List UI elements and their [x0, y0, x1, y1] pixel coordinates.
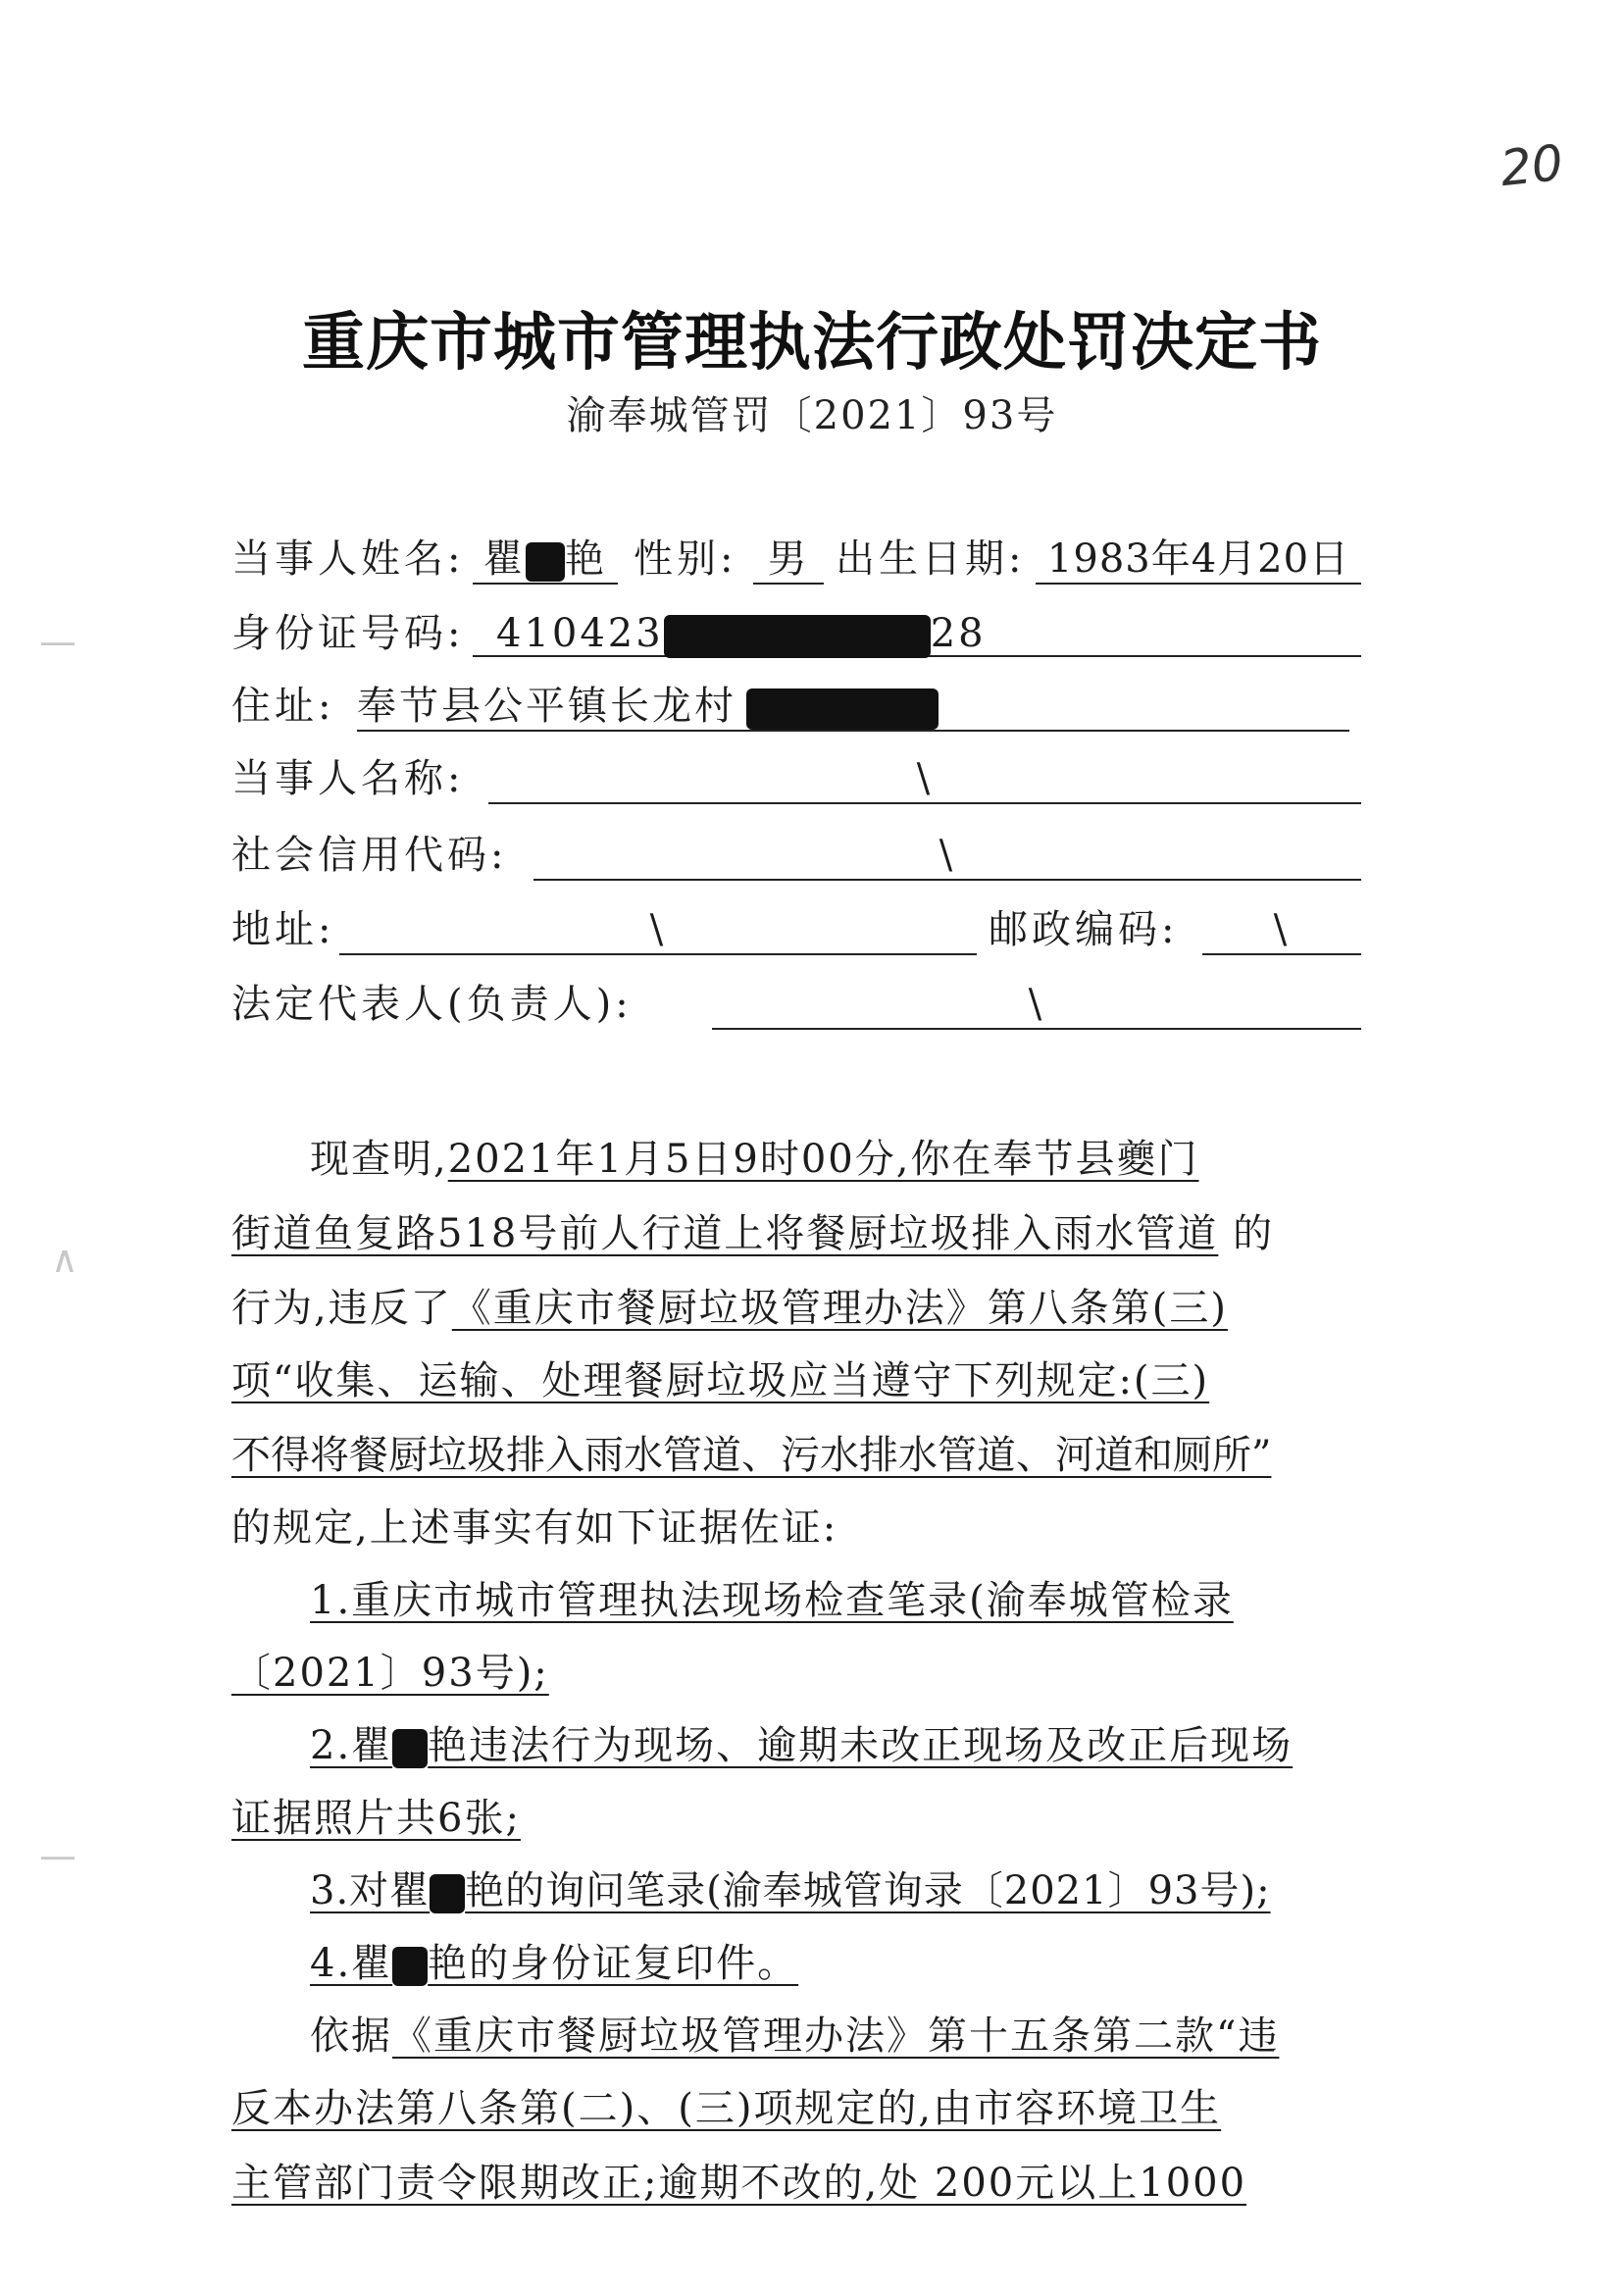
- text: 证据照片共6张;: [231, 1796, 521, 1841]
- name-part: 艳: [565, 536, 607, 582]
- text: 反本办法第八条第(二)、(三)项规定的,由市容环境卫生: [231, 2086, 1222, 2131]
- postcode-label: 邮政编码:: [989, 907, 1179, 952]
- scan-mark: —: [39, 1834, 76, 1877]
- text: 3.对瞿: [310, 1868, 431, 1913]
- postcode-field: \: [1202, 906, 1361, 955]
- redaction: [526, 542, 565, 582]
- text: 2.瞿: [310, 1723, 393, 1768]
- body-line: [231, 2005, 1377, 2061]
- redaction: [746, 688, 939, 730]
- evidence-item: [231, 1714, 1377, 1770]
- redaction: [664, 615, 931, 658]
- text: 1.重庆市城市管理执法现场检查笔录(渝奉城管检录: [310, 1578, 1234, 1623]
- scan-mark: —: [39, 620, 76, 663]
- dob-label: 出生日期:: [836, 536, 1026, 582]
- name-label: 当事人姓名:: [231, 536, 465, 582]
- dob-field: 1983年4月20日: [1036, 535, 1361, 585]
- name-part: 瞿: [483, 536, 526, 582]
- id-part: 28: [930, 611, 987, 656]
- text: 艳违法行为现场、逾期未改正现场及改正后现场: [428, 1723, 1294, 1768]
- body-line: [231, 1424, 1377, 1480]
- evidence-item: [231, 1932, 1377, 1988]
- redaction: [392, 1729, 428, 1768]
- text: 主管部门责令限期改正;逾期不改的,处 200元以上1000: [231, 2161, 1247, 2206]
- id-field: [473, 610, 1361, 657]
- text: 艳的询问笔录(渝奉城管询录〔2021〕93号);: [465, 1868, 1271, 1913]
- document-title: 重庆市城市管理执法行政处罚决定书: [302, 307, 1322, 380]
- text: 4.瞿: [310, 1941, 393, 1986]
- text: 《重庆市餐厨垃圾管理办法》第十五条第二款“违: [392, 2013, 1280, 2059]
- evidence-item: [231, 1569, 1377, 1625]
- org-address-field: \: [339, 906, 977, 955]
- body-line: [231, 1128, 1377, 1184]
- document-number: 渝奉城管罚〔2021〕93号: [566, 393, 1058, 438]
- text: 街道鱼复路518号前人行道上将餐厨垃圾排入雨水管道: [231, 1211, 1219, 1256]
- evidence-item: [231, 1860, 1377, 1915]
- redaction: [430, 1874, 465, 1913]
- legal-rep-field: \: [712, 981, 1361, 1030]
- party-name-label: 当事人名称:: [231, 756, 465, 801]
- body-line: [231, 1350, 1377, 1405]
- text: 《重庆市餐厨垃圾管理办法》第八条第(三): [451, 1286, 1228, 1331]
- body-line: [231, 1497, 1377, 1553]
- text: 不得将餐厨垃圾排入雨水管道、污水排水管道、河道和厕所”: [231, 1433, 1272, 1478]
- party-name-field: \: [488, 755, 1361, 804]
- body-line: [231, 1277, 1377, 1333]
- text: 行为,违反了: [231, 1286, 452, 1331]
- text: 现查明,: [310, 1137, 448, 1182]
- text: 艳的身份证复印件。: [428, 1941, 799, 1986]
- evidence-item: [231, 1787, 1377, 1843]
- credit-code-field: \: [533, 832, 1361, 881]
- text: 2021年1月5日9时00分,你在奉节县夔门: [447, 1137, 1199, 1182]
- redaction: [392, 1947, 428, 1986]
- text: 的规定,上述事实有如下证据佐证:: [231, 1505, 838, 1551]
- scan-mark: ∧: [51, 1238, 78, 1281]
- text: 〔2021〕93号);: [231, 1651, 549, 1696]
- address-label: 住址:: [231, 684, 335, 729]
- address-field: [357, 683, 1349, 732]
- body-line: [231, 1202, 1377, 1258]
- id-part: 410423: [496, 611, 664, 656]
- address-text: 奉节县公平镇长龙村: [357, 684, 736, 729]
- credit-code-label: 社会信用代码:: [231, 833, 508, 878]
- text: 依据: [310, 2013, 392, 2059]
- page-number: 20: [1497, 133, 1566, 198]
- evidence-item: [231, 1642, 1377, 1698]
- text: 项“收集、运输、处理餐厨垃圾应当遵守下列规定:(三): [231, 1358, 1210, 1403]
- id-label: 身份证号码:: [231, 611, 465, 656]
- body-line: [231, 2077, 1377, 2133]
- legal-rep-label: 法定代表人(负责人):: [231, 982, 633, 1027]
- name-field: [473, 535, 618, 585]
- text: 的: [1218, 1211, 1275, 1256]
- gender-field: 男: [753, 535, 824, 585]
- body-line: [231, 2152, 1377, 2208]
- org-address-label: 地址:: [231, 907, 335, 952]
- gender-label: 性别:: [634, 536, 737, 582]
